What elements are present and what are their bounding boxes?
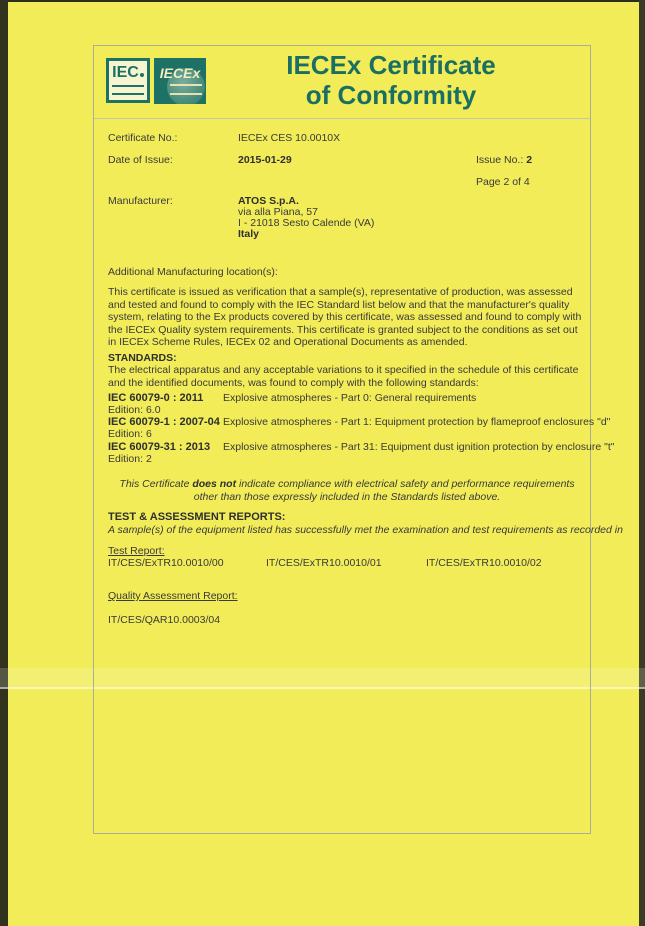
test-report-number: IT/CES/ExTR10.0010/00 <box>108 557 224 569</box>
test-reports-heading: TEST & ASSESSMENT REPORTS: <box>108 511 286 523</box>
standard-edition: Edition: 6.0 <box>108 404 161 416</box>
manufacturer-address-line3: Italy <box>238 228 260 240</box>
certificate-title-line2: of Conformity <box>305 80 477 110</box>
iec-logo-lines <box>112 85 144 95</box>
certificate-title <box>224 50 558 110</box>
certificate-title-line1: IECEx Certificate <box>286 50 496 80</box>
standard-description: Explosive atmospheres - Part 31: Equipment dust ignition protection by enclosure "t" <box>223 441 615 453</box>
test-report-number: IT/CES/ExTR10.0010/01 <box>266 557 382 569</box>
iecex-logo-text: IECEx <box>159 65 201 81</box>
standards-intro: The electrical apparatus and any acceptable variations to it specified in the schedule of this certificate and the identified documents, was found to comply with the following standards: <box>108 364 579 389</box>
verification-paragraph: This certificate is issued as verification that a sample(s), representative of production, was assessed and tested and found to comply with the IEC Standard list below and that the manufacturer's quality system, relating to the Ex products covered by this certificate, was assessed and found to comply with the IECEx Quality system requirements. This certificate is granted subject to the conditions as set out in IECEx Scheme Rules, IECEx 02 and Operational Documents as amended. <box>108 286 582 348</box>
issue-no-value: 2 <box>526 154 533 166</box>
standard-code: IEC 60079-1 : 2007-04 <box>108 416 220 428</box>
compliance-disclaimer <box>108 478 586 504</box>
standards-heading: STANDARDS: <box>108 352 177 364</box>
iec-logo-dot <box>140 73 144 77</box>
certificate-header <box>94 46 590 119</box>
test-report-number: IT/CES/ExTR10.0010/02 <box>426 557 542 569</box>
standard-code: IEC 60079-31 : 2013 <box>108 441 211 453</box>
date-of-issue-label: Date of Issue: <box>108 154 173 166</box>
quality-report-number: IT/CES/QAR10.0003/04 <box>108 614 221 626</box>
test-report-label: Test Report: <box>108 545 165 557</box>
manufacturer-label: Manufacturer: <box>108 195 173 207</box>
manufacturer-name: ATOS S.p.A. <box>238 195 299 207</box>
issue-no <box>476 154 532 166</box>
iecex-logo <box>154 58 206 104</box>
standard-edition: Edition: 2 <box>108 453 152 465</box>
disclaimer-bold: does not <box>192 478 237 490</box>
standard-description: Explosive atmospheres - Part 0: General requirements <box>223 392 477 404</box>
scan-edge-left <box>0 0 8 926</box>
standard-description: Explosive atmospheres - Part 1: Equipment protection by flameproof enclosures "d" <box>223 416 611 428</box>
issue-no-label: Issue No.: <box>476 154 524 166</box>
additional-locations-label: Additional Manufacturing location(s): <box>108 266 278 278</box>
manufacturer-address-line1: via alla Piana, 57 <box>238 206 318 218</box>
standard-code: IEC 60079-0 : 2011 <box>108 392 204 404</box>
quality-report-label: Quality Assessment Report: <box>108 590 238 602</box>
scan-edge-right <box>639 0 645 926</box>
disclaimer-suffix: indicate compliance with electrical safety and performance requirements other than those expressly included in the Standards listed above. <box>193 478 575 503</box>
test-reports-note: A sample(s) of the equipment listed has successfully met the examination and test requirements as recorded in <box>108 524 623 536</box>
page-indicator: Page 2 of 4 <box>476 176 530 188</box>
manufacturer-address-line2: I - 21018 Sesto Calende (VA) <box>238 217 375 229</box>
certificate-no-label: Certificate No.: <box>108 132 178 144</box>
iec-logo-text: IEC <box>109 64 147 82</box>
certificate-no-value: IECEx CES 10.0010X <box>238 132 341 144</box>
date-of-issue-value: 2015-01-29 <box>238 154 292 166</box>
disclaimer-prefix: This Certificate <box>119 478 193 490</box>
iec-logo <box>106 58 150 103</box>
scan-edge-top <box>0 0 645 2</box>
iecex-logo-lines <box>170 84 202 95</box>
standard-edition: Edition: 6 <box>108 428 152 440</box>
certificate-frame <box>93 45 623 834</box>
